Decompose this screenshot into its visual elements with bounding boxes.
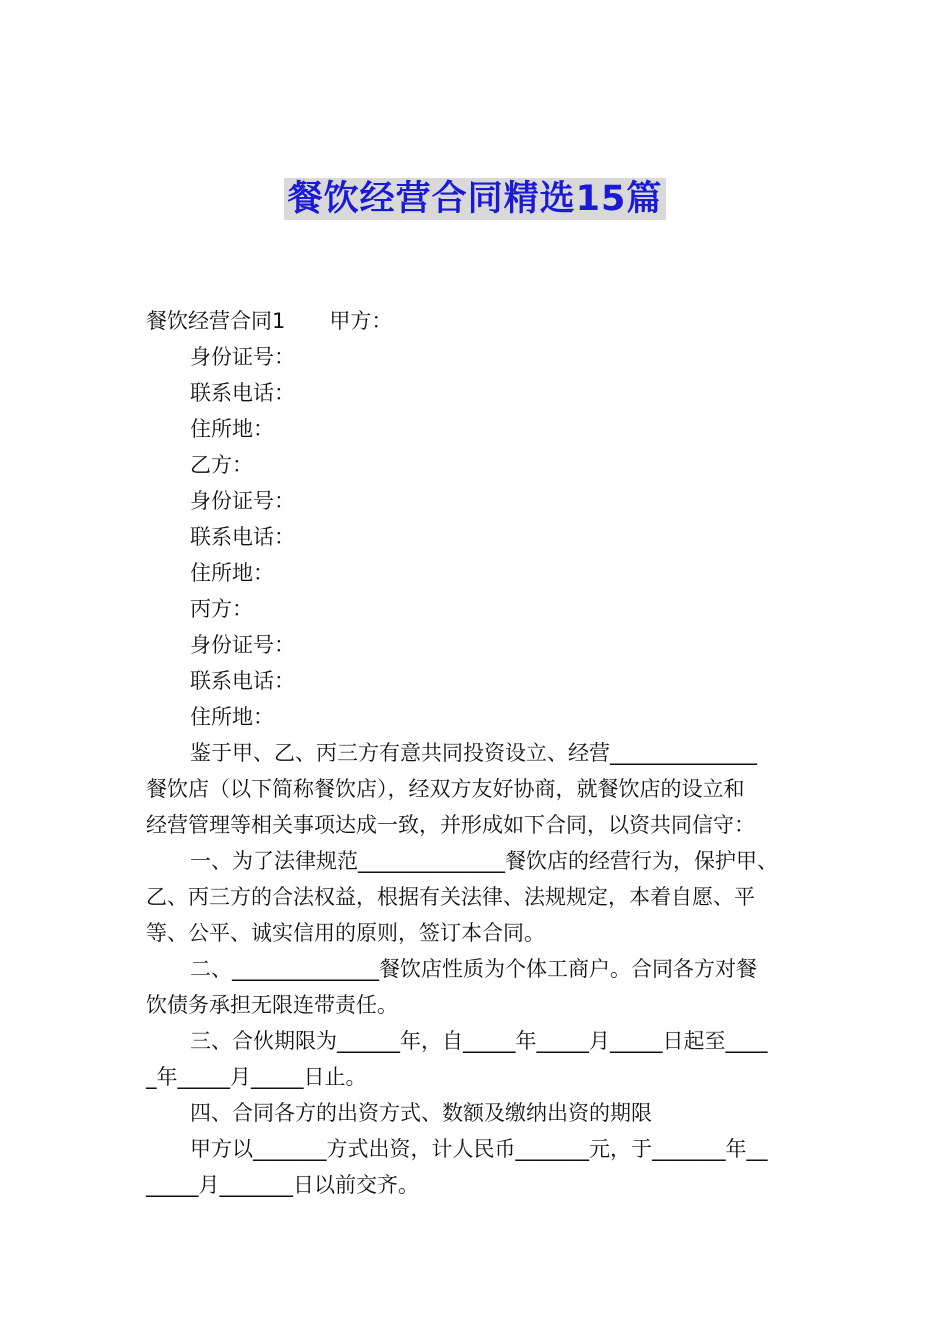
clause-2-line-2: 饮债务承担无限连带责任。 (146, 993, 398, 1017)
clause-3-line-1: 三、合伙期限为______年，自_____年_____月_____日起至____ (190, 1029, 768, 1053)
clause-1-line-2: 乙、丙三方的合法权益，根据有关法律、法规规定，本着自愿、平 (146, 885, 755, 909)
party-a-phone: 联系电话： (190, 381, 295, 405)
preamble-line-2: 餐饮店（以下简称餐饮店），经双方友好协商，就餐饮店的设立和 (146, 777, 745, 801)
party-a-address: 住所地： (190, 417, 274, 441)
header-line (146, 303, 811, 339)
contract-number: 餐饮经营合同1 (146, 309, 286, 333)
party-a-label: 甲方： (329, 309, 393, 333)
preamble-line-1: 鉴于甲、乙、丙三方有意共同投资设立、经营______________ (190, 741, 757, 765)
party-c-phone: 联系电话： (190, 669, 295, 693)
party-c-label: 丙方： (190, 597, 253, 621)
clause-1-line-1: 一、为了法律规范______________餐饮店的经营行为，保护甲、 (190, 849, 778, 873)
party-b-phone: 联系电话： (190, 525, 295, 549)
clause-4-line-1: 甲方以_______方式出资，计人民币_______元，于_______年__ (190, 1137, 768, 1161)
clause-3-line-2: _年_____月_____日止。 (146, 1065, 367, 1089)
party-c-id: 身份证号： (190, 633, 295, 657)
document-title: 餐饮经营合同精选15篇 (284, 178, 667, 220)
party-b-id: 身份证号： (190, 489, 295, 513)
document-body (146, 303, 811, 1203)
party-b-label: 乙方： (190, 453, 253, 477)
clause-4-heading: 四、合同各方的出资方式、数额及缴纳出资的期限 (190, 1101, 652, 1125)
party-c-address: 住所地： (190, 705, 274, 729)
clause-1-line-3: 等、公平、诚实信用的原则，签订本合同。 (146, 921, 545, 945)
title-container (0, 178, 950, 220)
party-b-address: 住所地： (190, 561, 274, 585)
clause-4-line-2: _____月_______日以前交齐。 (146, 1173, 419, 1197)
clause-2-line-1: 二、______________餐饮店性质为个体工商户。合同各方对餐 (190, 957, 757, 981)
party-a-id: 身份证号： (190, 345, 295, 369)
preamble-line-3: 经营管理等相关事项达成一致，并形成如下合同，以资共同信守： (146, 813, 755, 837)
